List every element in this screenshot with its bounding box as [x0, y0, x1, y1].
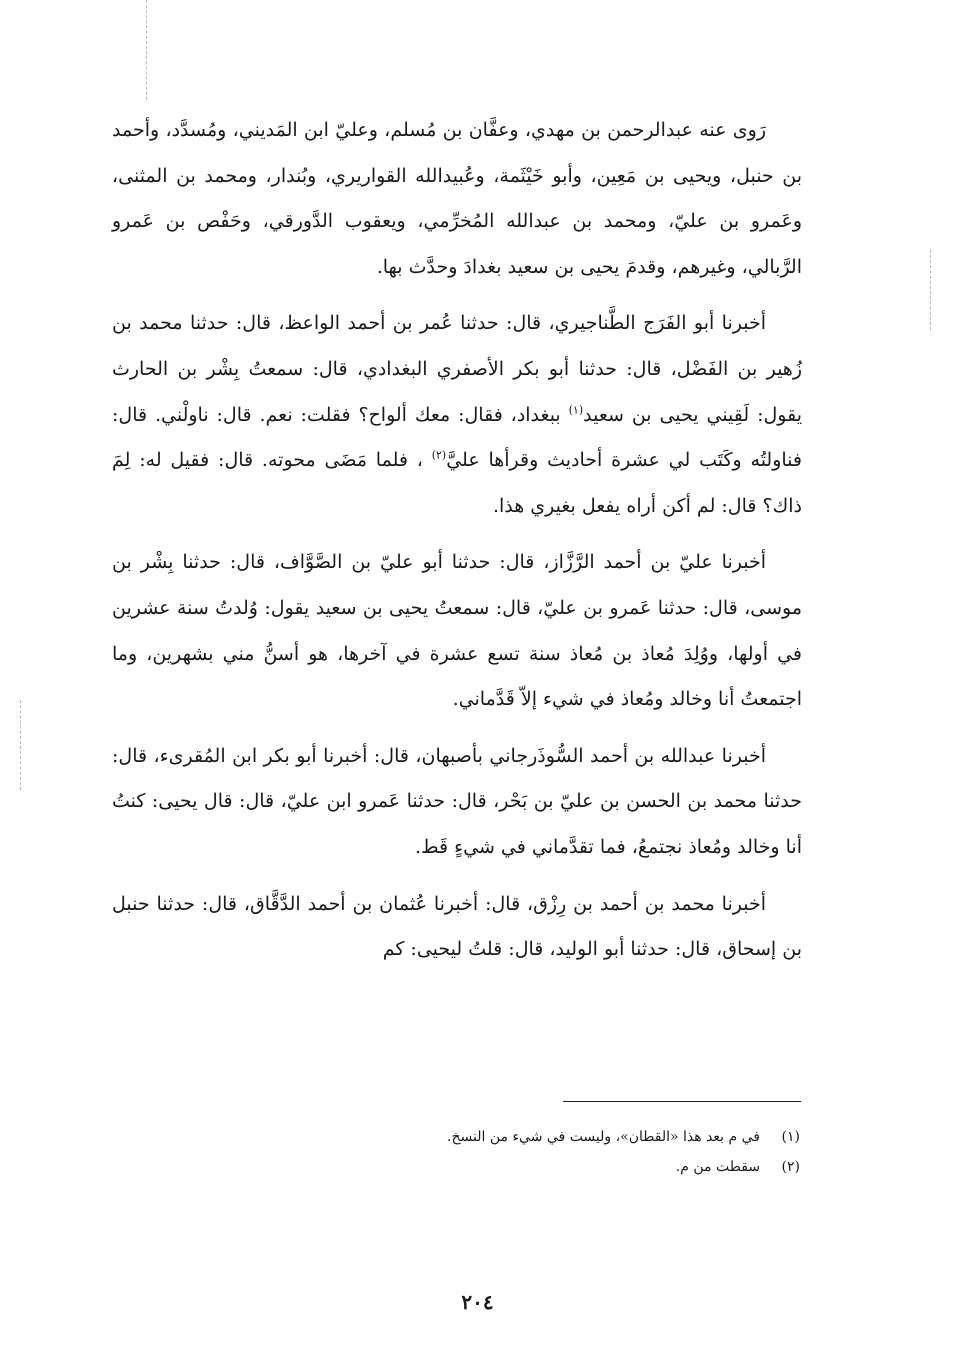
paragraph-birth-year	[112, 540, 802, 722]
paragraph-text: ، فلما مَضَى محوته. قال: فقيل له: لِمَ ذاك؟ قال: لم أكن أراه يفعل بغيري هذا.	[112, 449, 802, 517]
scan-margin-mark	[146, 0, 147, 100]
paragraph-text: أخبرنا عبدالله بن أحمد السُّوذَرجاني بأصبهان، قال: أخبرنا أبو بكر ابن المُقرىء، قال: حدثنا محمد بن الحسن بن عليّ بن بَحْر، قال: حدثنا عَمرو ابن عليّ، قال: قال يحيى: كنتُ أنا وخالد ومُعاذ نجتمعُ، فما تقدَّماني في شيءٍ قَط.	[112, 744, 802, 858]
paragraph-narrators	[112, 108, 802, 290]
paragraph-text: أخبرنا عليّ بن أحمد الرَّزَّاز، قال: حدثنا أبو عليّ بن الصَّوَّاف، قال: حدثنا بِشْر بن موسى، قال: حدثنا عَمرو بن عليّ، قال: سمعتُ يحيى بن سعيد يقول: وُلدتُ سنة عشرين في أولها، ووُلِدَ مُعاذ بن مُعاذ سنة تسع عشرة في آخرها، هو أسنُّ مني بشهرين، وما اجتمعتُ أنا وخالد ومُعاذ في شيء إلاّ قَدَّماني.	[112, 551, 802, 711]
paragraph-gathering	[112, 734, 802, 871]
footnote-separator	[563, 1101, 801, 1102]
footnote-1	[200, 1122, 800, 1152]
paragraph-text: أخبرنا أبو الفَرَج الطَّناجيري، قال: حدثنا عُمر بن أحمد الواعظ، قال: حدثنا محمد بن زُهير بن الفَضْل، قال: حدثنا أبو بكر الأصفري البغدادي، قال: سمعتُ بِشْر بن الحارث يقول: لَقِيني يحيى بن سعيد	[112, 312, 803, 426]
paragraph-bishr-report	[112, 301, 802, 529]
footnote-text: في م بعد هذا «القطان»، وليست في شيء من النسخ.	[447, 1129, 760, 1145]
footnote-ref-1: (١)	[568, 403, 584, 417]
footnote-text: سقطت من م.	[675, 1159, 760, 1175]
footnote-number: (١)	[781, 1129, 800, 1145]
scan-margin-mark	[930, 250, 931, 330]
paragraph-text: رَوى عنه عبدالرحمن بن مهدي، وعفَّان بن مُسلم، وعليّ ابن المَديني، ومُسدَّد، وأحمد بن حنبل، ويحيى بن مَعِين، وأبو خَيْثَمة، وعُبيدالله القواريري، وبُندار، ومحمد بن المثنى، وعَمرو بن عليّ، ومحمد بن عبدالله المُخرِّمي، ويعقوب الدَّورقي، وحَفْص بن عَمرو الرَّبالي، وغيرهم، وقدمَ يحيى بن سعيد بغدادَ وحدَّث بها.	[112, 119, 802, 278]
footnote-ref-2: (٢)	[431, 448, 447, 462]
paragraph-hanbal-report	[112, 882, 802, 973]
page-number: ٢٠٤	[461, 1290, 494, 1314]
scan-margin-mark	[20, 700, 21, 790]
footnotes	[200, 1122, 800, 1182]
paragraph-text: ببغداد، فقال: معك ألواح؟ فقلت: نعم. قال: ناولْني. قال: فناولتُه وكَتَب لي عشرة أحاديث وقرأها عليَّ	[112, 403, 802, 472]
paragraph-text: أخبرنا محمد بن أحمد بن رِزْق، قال: أخبرنا عُثمان بن أحمد الدَّقَّاق، قال: حدثنا حنبل بن إسحاق، قال: حدثنا أبو الوليد، قال: قلتُ ليحيى: كم	[112, 892, 802, 961]
main-text	[112, 108, 802, 984]
footnote-number: (٢)	[781, 1159, 800, 1175]
footnote-2	[200, 1152, 800, 1182]
